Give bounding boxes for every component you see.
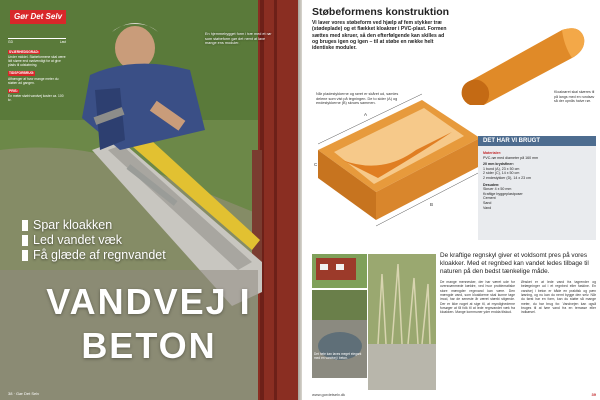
price-text: En meter støbt vandvej koster ca. 100 kr.: [8, 93, 64, 102]
sidebar-top-right: Lavt: [59, 40, 66, 44]
materials-plywood-heading: 20 mm krydsfiner:: [483, 162, 514, 167]
headline-line1: VANDVEJ I: [46, 281, 252, 322]
body-columns: [440, 280, 596, 384]
body-text-1: De mange mennesker, der har været ude for oversvømmede kældre, ved hvor problematiske store mængder regnvand kan være. Den mængde vand, som kloakkerne skal kunne tage imod, har de seneste år været stærkt stigende. Der er ikke noget at sige til, at myndighederne forsøger at få folk til at lede regnvandet væk fra kloakken. Mange kommuner yder endda tilskud.: [440, 280, 515, 315]
right-page: [302, 0, 600, 400]
pipe-caption: Kloakrøret skal skæres til på langs med en rundsav så der opnås halve rør.: [554, 90, 595, 103]
extras-item: Cement: [483, 196, 496, 201]
mold-caption: Når pladestykkerne og røret er skåret ud, samles delene som vist på tegningen. De to sider (A) og endestykkerne (B) skrues sammen.: [316, 92, 399, 106]
section-title: Støbeformens konstruktion: [312, 6, 450, 18]
house-photo: [312, 254, 367, 288]
photo-caption: En hjemmebygget form i træ med et rør som støbeform gør det nemt at lave mange ens moduler.: [205, 32, 272, 46]
time-heading: TIDSFORBRUG:: [9, 71, 35, 76]
difficulty-text: Under middel. Støbeformene skal være lidt større end nødvendigt for at give plads til udstøbning.: [8, 55, 66, 68]
bullet-square-icon: [22, 250, 28, 261]
dim-b-label: B: [430, 202, 434, 207]
materials-item: 2 sider (C), 14 x 50 cm: [483, 171, 520, 176]
headline-line2: BETON: [81, 325, 217, 366]
body-column-2: [521, 280, 596, 384]
bullet-text: Få glæde af regnvandet: [33, 248, 166, 262]
extras-item: Kraftige byggeplastposer: [483, 191, 523, 196]
bullet-square-icon: [22, 235, 28, 246]
dim-c-label: C: [314, 162, 318, 167]
bullet-text: Spar kloakken: [33, 218, 113, 232]
bullet-item: [22, 218, 166, 233]
grass-photo: [368, 254, 436, 390]
bullet-text: Led vandet væk: [33, 233, 122, 247]
bullet-item: [22, 233, 166, 248]
garden-photo-caption: Det hele kan laves meget elegant med en vandvej i beton.: [314, 352, 362, 360]
time-text: Afhænger af hvor mange meter du støber ad gangen.: [8, 76, 59, 85]
materials-heading: DET HAR VI BRUGT: [478, 136, 596, 146]
dim-a-label: A: [364, 112, 368, 117]
body-column-1: [440, 280, 515, 384]
materials-item: 2 endestykker (D), 14 x 23 cm: [483, 175, 531, 180]
page-folio-right: [302, 392, 596, 397]
extras-item: Skruer 4 x 50 mm: [483, 187, 512, 192]
bullet-item: [22, 248, 166, 263]
materials-item: 1 bund (A), 23 x 50 cm: [483, 166, 520, 171]
sidebar-facts: [8, 38, 66, 102]
difficulty-heading: SVÆRHEDSGRAD:: [9, 50, 40, 55]
page-number: 39: [591, 392, 596, 397]
materials-body: [478, 146, 596, 213]
sidebar-topline: [8, 38, 66, 44]
section-badge: Gør Det Selv: [10, 10, 66, 24]
price-heading: PRIS:: [9, 88, 18, 93]
extras-item: Sand: [483, 200, 492, 205]
sidebar-top-left: GD: [8, 40, 13, 44]
extras-item: Vand: [483, 205, 492, 210]
left-page: [0, 0, 298, 400]
materials-subheading: Materialer:: [483, 151, 502, 155]
body-text-2: Ønsket er at lede vand fra tagrender og belægninger ud i et regnbed eller faskine. En vandvej i beton er både en praktisk og pæn løsning, og nu kan du nemt bygge den selv. Når du først har en form, kan du støbe så mange meter, du har brug for. Vandvejen kan også bruges til at føre vand fra en terrasse eller indkørsel.: [521, 280, 596, 315]
page-folio-left: 38 · Gør Det Selv: [8, 391, 40, 396]
extras-heading: Desuden:: [483, 182, 500, 187]
bullet-square-icon: [22, 220, 28, 231]
bullet-list: [22, 218, 166, 263]
materials-box: [478, 136, 596, 240]
garden-photo: [312, 290, 367, 378]
folio-url: www.gordetselv.dk: [312, 392, 346, 397]
materials-line: PVC-rør med diameter på 160 mm: [483, 155, 539, 160]
lead-paragraph: De kraftige regnskyl giver et voldsomt pres på vores kloakker. Med et regnbed kan vandet ledes tilbage til naturen på den bedst tænkelige måde.: [440, 252, 589, 275]
intro-text: Vi laver vores støbeform ved hjælp af fem stykker træ (stødeplade) og et flækket kloakrør i PVC-plast. Formen sættes med skruer, så den efterfølgende kan skilles ad og bruges igen og igen – til at støbe en række helt identiske moduler.: [312, 20, 447, 52]
